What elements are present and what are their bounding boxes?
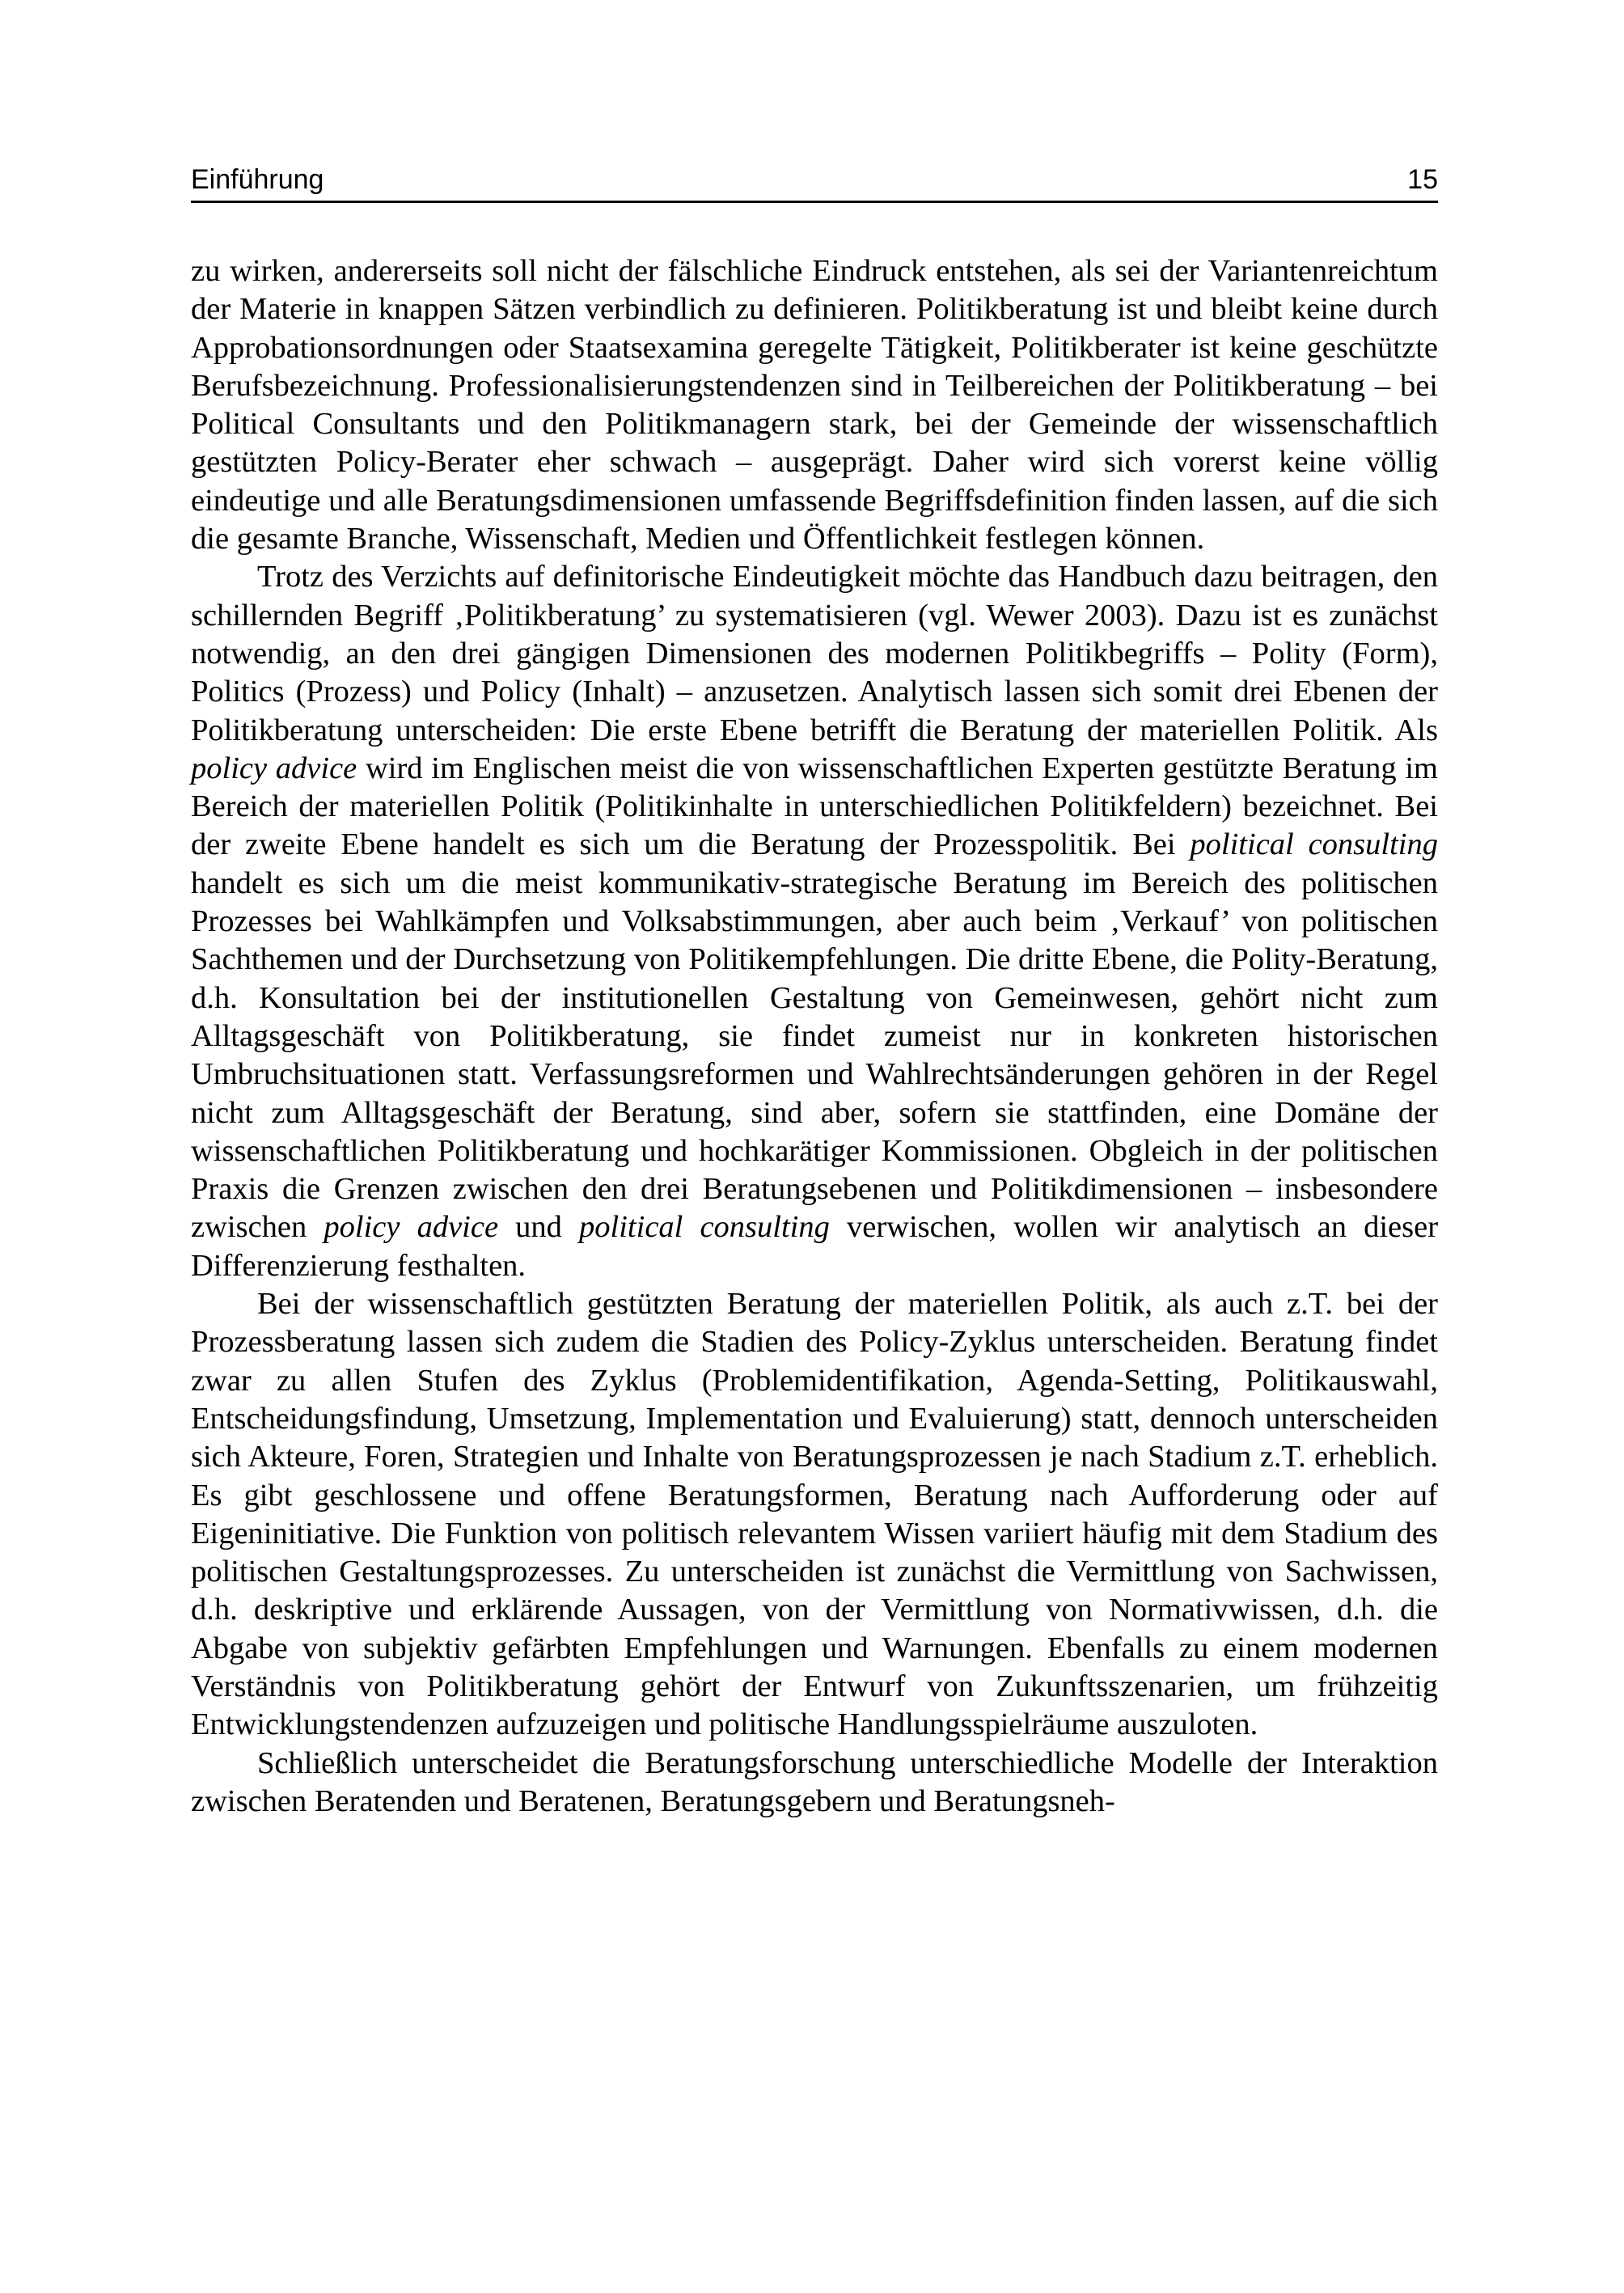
text-run: wird im Englischen meist die von wissenschaftlichen Experten gestützte Beratung im Bereich der materiellen Politik (Politikinhalte in unterschiedlichen Politikfeldern) bezeichnet. Bei der zweite Ebene handelt es sich um die Beratung der Prozesspolitik. Bei [191,751,1438,862]
text-run: zu wirken, andererseits soll nicht der fälschliche Eindruck entstehen, als sei der Variantenreichtum der Materie in knappen Sätzen verbindlich zu definieren. Politikberatung ist und bleibt keine durch Approbationsordnungen oder Staatsexamina geregelte Tätigkeit, Politikberater ist keine geschützte Berufsbezeichnung. Professionalisierungstendenzen sind in Teilbereichen der Politikberatung – bei Political Consultants und den Politikmanagern stark, bei der Gemeinde der wissenschaftlich gestützten Policy-Berater eher schwach – ausgeprägt. Daher wird sich vorerst keine völlig eindeutige und alle Beratungsdimensionen umfassende Begriffsdefinition finden lassen, auf die sich die gesamte Branche, Wissenschaft, Medien und Öffentlichkeit festlegen können. [191,254,1438,556]
text-run: Schließlich unterscheidet die Beratungsforschung unterschiedliche Modelle der Interaktion zwischen Beratenden und Beratenen, Beratungsgebern und Beratungsneh- [191,1745,1438,1818]
paragraph [191,252,1438,558]
text-run: Bei der wissenschaftlich gestützten Beratung der materiellen Politik, als auch z.T. bei der Prozessberatung lassen sich zudem die Stadien des Policy-Zyklus unterscheiden. Beratung findet zwar zu allen Stufen des Zyklus (Problemidentifikation, Agenda-Setting, Politikauswahl, Entscheidungsfindung, Umsetzung, Implementation und Evaluierung) statt, dennoch unterscheiden sich Akteure, Foren, Strategien und Inhalte von Beratungsprozessen je nach Stadium z.T. erheblich. Es gibt geschlossene und offene Beratungsformen, Beratung nach Aufforderung oder auf Eigeninitiative. Die Funktion von politisch relevantem Wissen variiert häufig mit dem Stadium des politischen Gestaltungsprozesses. Zu unterscheiden ist zunächst die Vermittlung von Sachwissen, d.h. deskriptive und erklärende Aussagen, von der Vermittlung von Normativwissen, d.h. die Abgabe von subjektiv gefärbten Empfehlungen und Warnungen. Ebenfalls zu einem modernen Verständnis von Politikberatung gehört der Entwurf von Zukunftsszenarien, um frühzeitig Entwicklungstendenzen aufzuzeigen und politische Handlungsspielräume auszuloten. [191,1287,1438,1742]
page-number: 15 [1407,164,1438,195]
text-run: und [498,1210,580,1245]
paragraph [191,1745,1438,1821]
text-run: Trotz des Verzichts auf definitorische Eindeutigkeit möchte das Handbuch dazu beitragen, den schillernden Begriff ‚Politikberatung’ zu systematisieren (vgl. Wewer 2003). Dazu ist es zunächst notwendig, an den drei gängigen Dimensionen des modernen Politikbegriffs – Polity (Form), Politics (Prozess) und Policy (Inhalt) – anzusetzen. Analytisch lassen sich somit drei Ebenen der Politikberatung unterscheiden: Die erste Ebene betrifft die Beratung der materiellen Politik. Als [191,560,1438,747]
body-text [191,252,1438,1821]
italic-term: policy advice [324,1210,499,1245]
paragraph [191,1285,1438,1745]
italic-term: policy advice [191,751,357,785]
italic-term: political consulting [1190,827,1439,862]
paragraph [191,558,1438,1285]
chapter-title: Einführung [191,164,324,195]
text-run: handelt es sich um die meist kommunikativ-strategische Beratung im Bereich des politischen Prozesses bei Wahlkämpfen und Volksabstimmungen, aber auch beim ‚Verkauf’ von politischen Sachthemen und der Durchsetzung von Politikempfehlungen. Die dritte Ebene, die Polity-Beratung, d.h. Konsultation bei der institutionellen Gestaltung von Gemeinwesen, gehört nicht zum Alltagsgeschäft von Politikberatung, sie findet zumeist nur in konkreten historischen Umbruchsituationen statt. Verfassungsreformen und Wahlrechtsänderungen gehören in der Regel nicht zum Alltagsgeschäft der Beratung, sind aber, sofern sie stattfinden, eine Domäne der wissenschaftlichen Politikberatung und hochkarätiger Kommissionen. Obgleich in der politischen Praxis die Grenzen zwischen den drei Beratungsebenen und Politikdimensionen – insbesondere zwischen [191,865,1438,1245]
text-run: verwischen, wollen wir analytisch an dieser Differenzierung festhalten. [191,1210,1439,1283]
italic-term: political consulting [579,1210,830,1245]
running-header [191,163,1438,203]
